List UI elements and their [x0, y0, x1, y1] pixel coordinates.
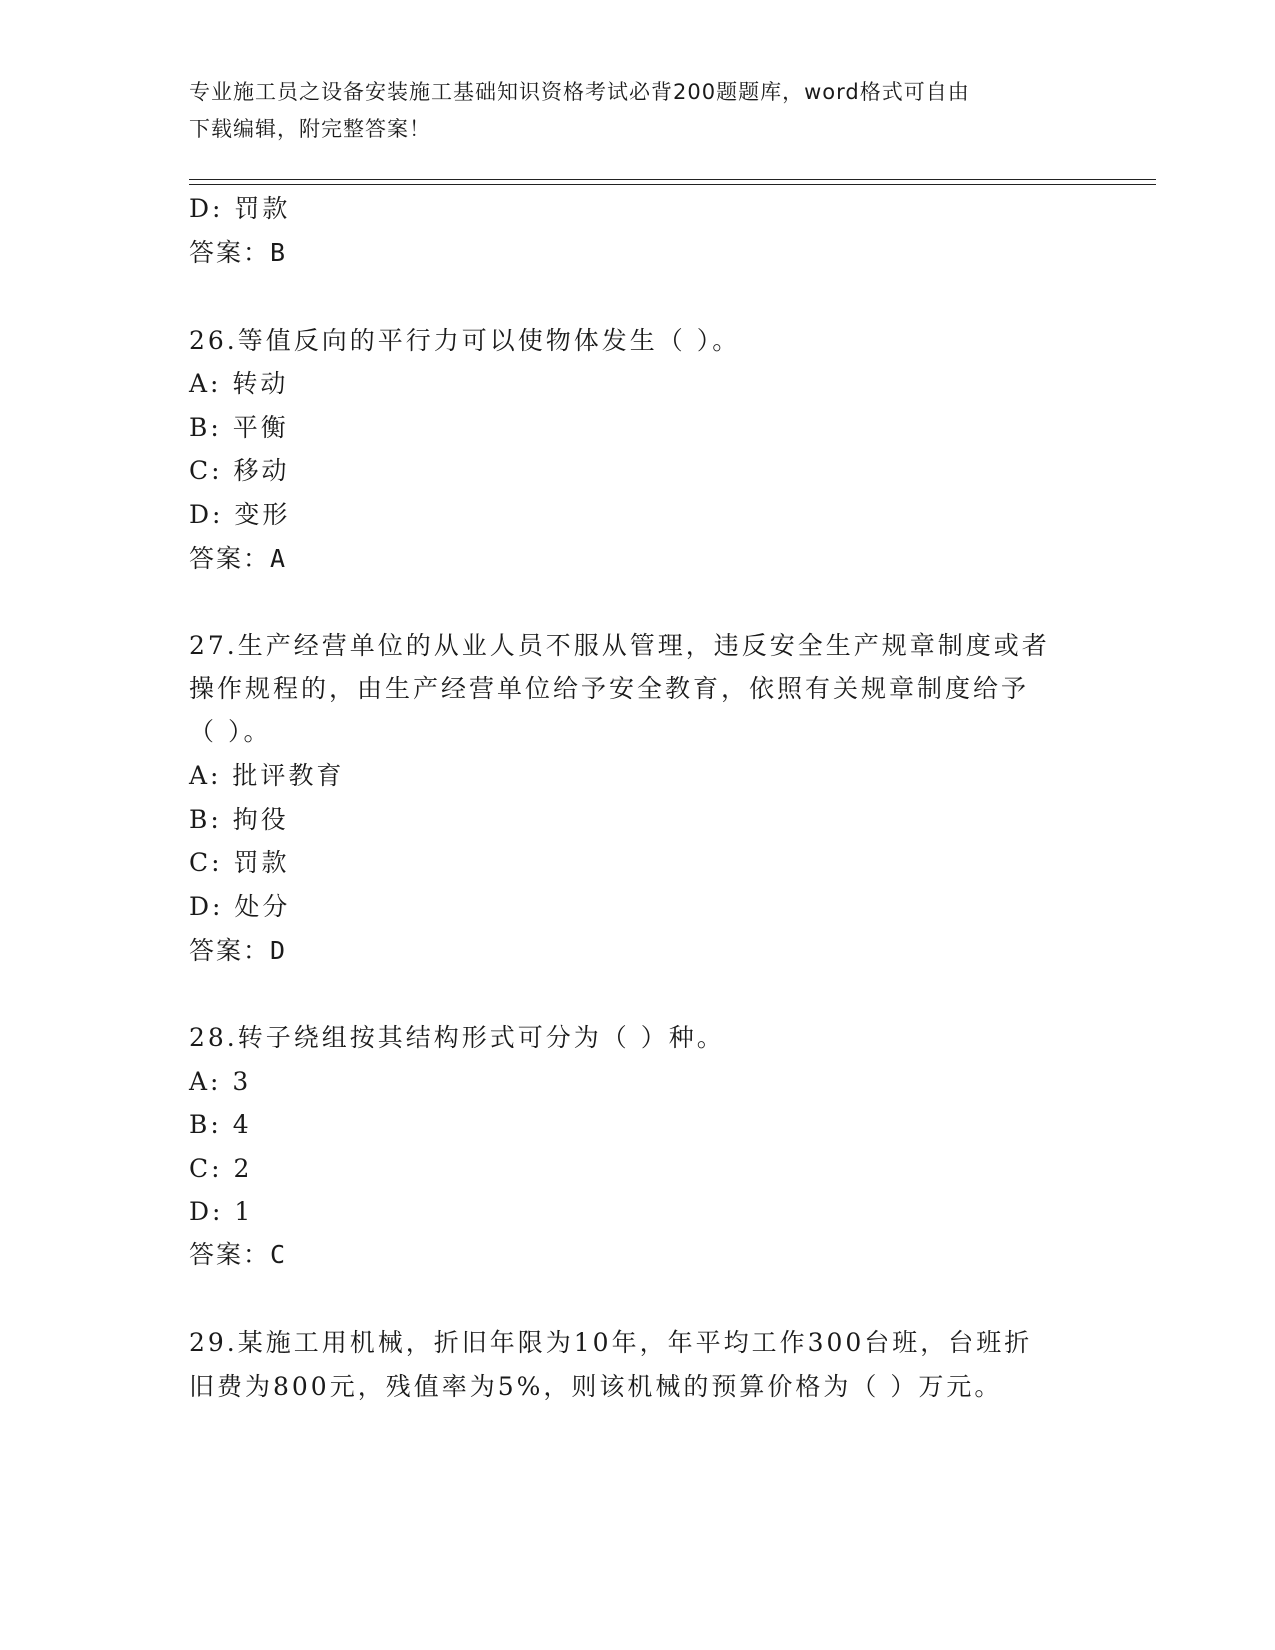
answer-label: 答案： — [189, 544, 271, 573]
header-line-1: 专业施工员之设备安装施工基础知识资格考试必背200题题库，word格式可自由 — [189, 80, 970, 104]
option-c: C: 移动 — [189, 456, 290, 485]
question-stem: 26.等值反向的平行力可以使物体发生（ ）。 — [189, 326, 741, 355]
question-stem-continued: 旧费为800元，残值率为5%，则该机械的预算价格为（ ）万元。 — [189, 1372, 1003, 1401]
document-header — [189, 74, 1089, 148]
answer-line — [189, 543, 287, 575]
option-c: C: 罚款 — [189, 848, 290, 877]
answer-value: C — [270, 1240, 288, 1269]
header-divider-bottom — [189, 184, 1156, 185]
option-a: A: 批评教育 — [189, 761, 345, 790]
option-a: A: 转动 — [189, 369, 289, 398]
answer-line — [189, 237, 287, 269]
answer-label: 答案： — [189, 238, 271, 267]
question-stem-continued: （ ）。 — [189, 717, 272, 746]
answer-value: A — [270, 544, 288, 573]
option-b: B: 4 — [189, 1110, 252, 1139]
answer-label: 答案： — [189, 1240, 271, 1269]
question-stem: 28.转子绕组按其结构形式可分为（ ）种。 — [189, 1023, 725, 1052]
option-d: D: 变形 — [189, 500, 291, 529]
answer-value: B — [270, 238, 288, 267]
question-stem-continued: 操作规程的，由生产经营单位给予安全教育，依照有关规章制度给予 — [189, 674, 1030, 703]
answer-label: 答案： — [189, 936, 271, 965]
option-d: D: 罚款 — [189, 194, 291, 223]
answer-line — [189, 1239, 287, 1271]
option-b: B: 拘役 — [189, 805, 289, 834]
option-a: A: 3 — [189, 1067, 252, 1096]
option-d: D: 1 — [189, 1197, 254, 1226]
option-c: C: 2 — [189, 1154, 253, 1183]
question-stem: 27.生产经营单位的从业人员不服从管理，违反安全生产规章制度或者 — [189, 631, 1050, 660]
option-b: B: 平衡 — [189, 413, 289, 442]
header-divider-top — [189, 179, 1156, 180]
answer-value: D — [270, 936, 288, 965]
answer-line — [189, 935, 287, 967]
question-stem: 29.某施工用机械，折旧年限为10年，年平均工作300台班，台班折 — [189, 1328, 1033, 1357]
option-d: D: 处分 — [189, 892, 291, 921]
header-line-2: 下载编辑，附完整答案！ — [189, 117, 431, 141]
